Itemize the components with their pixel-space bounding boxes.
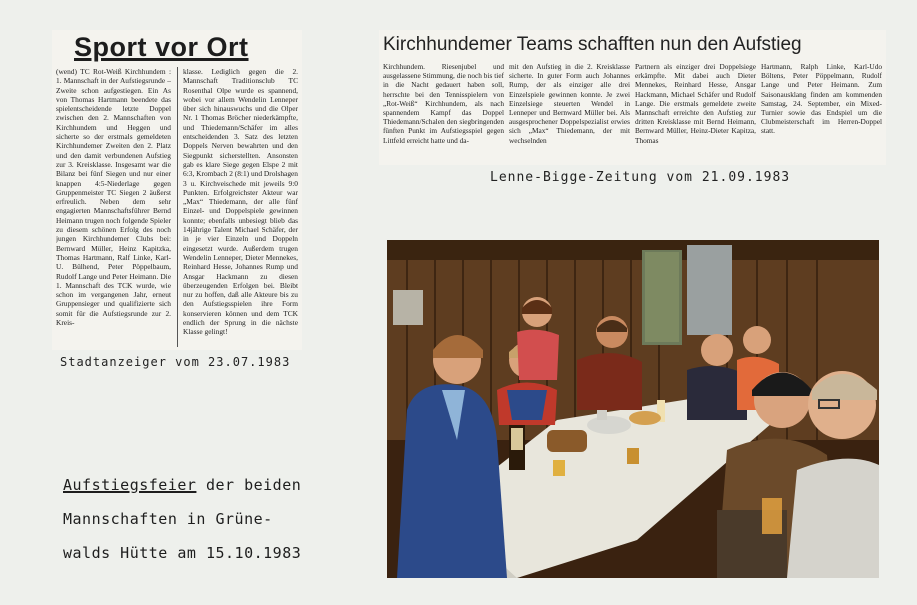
handwritten-source-caption: Lenne-Bigge-Zeitung vom 21.09.1983 [490, 170, 791, 185]
article-column-3: Partnern als einziger drei Doppelsiege erkämpfte. Mit dabei auch Dieter Mennekes, Reinhard Hesse, Ansgar Hackmann, Michael Schäfer und Rudolf Lange. Die erstmals gemeldete zweite Mannschaft erreichte den Aufstieg zur dritten Kreisklasse mit Bernd Heimann, Bernward Müller, Heinz-Dieter Kapitza, Thomas [635, 62, 756, 145]
article-column-4: Hartmann, Ralph Linke, Karl-Udo Böltens, Peter Pöppelmann, Rudolf Lange und Peter Heimann. Zum Saisonausklang finden am kommenden Samstag, 24. September, ein Mixed-Turnier sowie das Endspiel um die Clubmeisterschaft im Herren-Doppel statt. [761, 62, 882, 136]
article-column-2: mit den Aufstieg in die 2. Kreisklasse sicherte. In guter Form auch Johannes Rump, der als einziger alle drei Einzelspiele gewinnen konnte. Je zwei Einzelsiege steuerten Wendel in Lenneper und Bernward Müller bei. Als ausgesprochener Doppelspezialist erwies sich „Max“ Thiedemann, der mit wechselnden [509, 62, 630, 145]
newspaper-clipping-lbz [379, 30, 886, 165]
clipping-headline: Kirchhundemer Teams schafften nun den Aufstieg [383, 34, 802, 55]
note-line: Mannschaften in Grüne- [63, 510, 273, 528]
clipping-columns [379, 62, 886, 162]
note-line [63, 468, 301, 502]
newspaper-clipping-stadtanzeiger [52, 30, 302, 350]
note-line: walds Hütte am 15.10.1983 [63, 544, 302, 562]
article-column-right: klasse. Lediglich gegen die 2. Mannschaft Traditionsclub TC Rosenthal Olpe wurde es spannend, wobei vor allem Wendelin Lenneper über sich hinauswuchs und die Olper Nr. 1 Thomas Bröcher niederkämpfte, und Thiedemann/Schäfer im alles entscheidenden 3. Satz des letzten Doppels Nerven bewahrten und den Siegpunkt sicherstellten. Ansonsten gab es klare Siege gegen Elspe 2 mit 6:3, Krombach 2 (8:1) und Drolshagen 3 u. Kirchveischede mit jeweils 9:0 Punkten. Erfolgreichster Akteur war „Max“ Thiedemann, der alle fünf Einzel- und Doppelspiele gewinnen konnte; ebenfalls unbesiegt blieb das 14jährige Talent Michael Schäfer, der in je vier Einzeln und Doppeln eingesetzt wurde. Außerdem trugen Wendelin Lenneper, Dieter Mennekes, Reinhard Hesse, Johannes Rump und Ansgar Hackmann zu diesen überzeugenden Erfolgen bei. Bleibt nur zu hoffen, daß alle Akteure bis zu den Aufstiegsspielen ihre Form konservieren können und dem TCK endlich der Sprung in die nächste Klasse gelingt! [177, 67, 298, 347]
article-column-1: Kirchhundem. Riesenjubel und ausgelassene Stimmung, die noch bis tief in die Nacht gedauert haben soll, herrschte bei den Tennisspielern von „Rot-Weiß“ Kirchhundem, als nach spannendem Kampf das Doppel Thiedemann/Schalen den siegbringenden fünften Punkt im Aufstiegsspiel gegen Littfeld erreicht hatte und da- [383, 62, 504, 145]
handwritten-source-caption: Stadtanzeiger vom 23.07.1983 [60, 355, 291, 369]
article-column-left: (wend) TC Rot-Weiß Kirchhundem : 1. Mannschaft in der Aufstiegsrunde – Zweite schon aufgestiegen. Ein As von Thomas Hartmann beendete das spielentscheidende letzte Doppel zwischen den 2. Mannschaften von Kirchhundem und Heggen und sicherte so der erstmals gemeldeten Kirchhundemer Zweiten den 2. Platz und den damit verbundenen Aufstieg zur 3. Kreisklasse. Insgesamt war die Bilanz bei fünf Siegen und nur einer knappen 4:5-Niederlage gegen Gruppenmeister TC Siegen 2 äußerst erfreulich. Neben dem sehr engagierten Mannschaftsführer Bernd Heimann trugen noch folgende Spieler zu diesem schönen Erfolg des noch jungen Kirchhundemer Clubs bei: Bernward Müller, Heinz Kapitzka, Thomas Hartmann, Ralf Linke, Karl-U. Bülhend, Peter Pöppelbaum, Rudolf Lange und Peter Heimann. Die 1. Mannschaft des TCK wurde, wie schon im vergangenen Jahr, erneut Gruppensieger und qualifizierte sich somit für die Aufstiegsrunde zur 2. Kreis- [56, 67, 171, 328]
clipping-headline: Sport vor Ort [74, 32, 249, 62]
party-photo [387, 240, 879, 578]
note-text: der beiden [196, 476, 302, 494]
handwritten-photo-note [63, 468, 301, 570]
party-photo-illustration [387, 240, 879, 578]
clipping-columns [52, 67, 302, 347]
note-underlined-word: Aufstiegsfeier [63, 476, 197, 494]
